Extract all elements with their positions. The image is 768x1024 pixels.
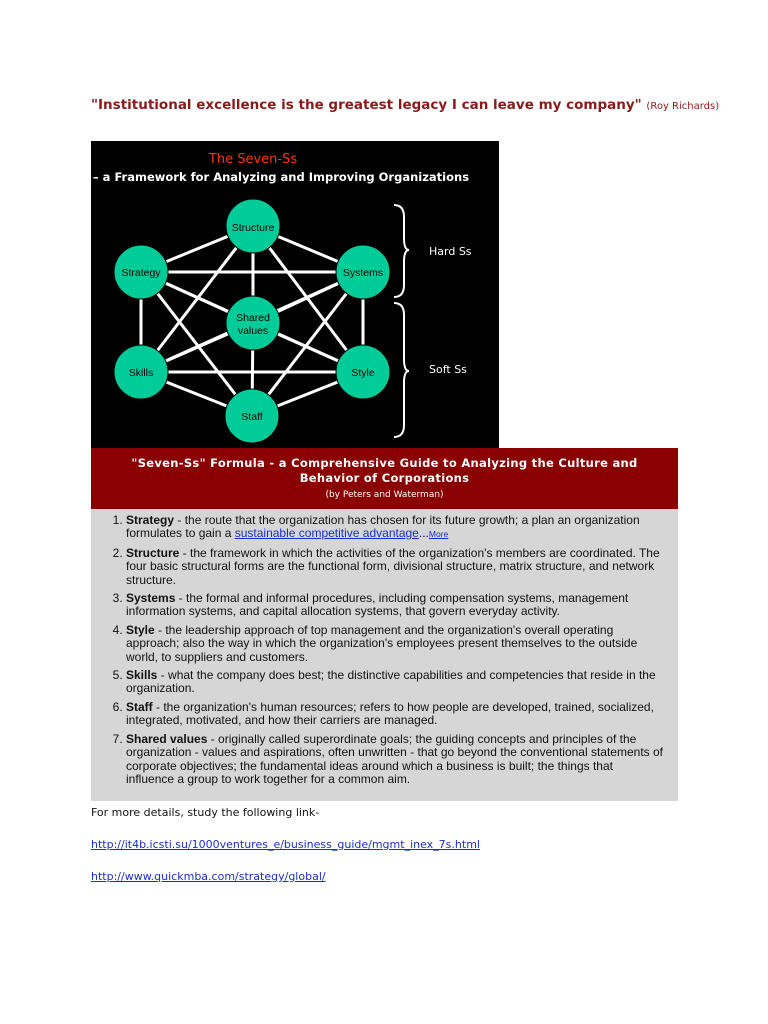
node-label-strategy: Strategy <box>121 267 161 279</box>
list-item <box>126 624 664 664</box>
list-item <box>126 514 664 542</box>
node-label-shared-values-1: Shared <box>236 312 270 324</box>
node-label-systems: Systems <box>342 267 384 279</box>
list-item-term: Shared values <box>126 731 208 746</box>
list-item-text: - what the company does best; the distinctive capabilities and competencies that reside in the organization. <box>126 668 656 696</box>
more-details-text: For more details, study the following link- <box>91 806 320 819</box>
link-quickmba[interactable]: http://www.quickmba.com/strategy/global/ <box>91 870 326 883</box>
soft-ss-brace <box>394 303 409 437</box>
list-item-text: - the route that the organization has chosen for its future growth; a plan an organization formulates to gain a <box>126 513 640 541</box>
seven-s-list-panel <box>91 509 678 801</box>
list-item-text: - the formal and informal procedures, including compensation systems, management information systems, and capital allocation systems, that govern everyday activity. <box>126 591 629 619</box>
node-label-structure: Structure <box>231 222 275 234</box>
list-item-term: Structure <box>126 545 180 560</box>
list-item-text: - the framework in which the activities of the organization's members are coordinated. The four basic structural forms are the functional form, divisional structure, matrix structure, and network structure. <box>126 545 660 587</box>
node-label-shared-values-2: values <box>237 325 269 337</box>
node-label-style: Style <box>351 367 375 379</box>
diagram-subtitle: – a Framework for Analyzing and Improving Organizations <box>92 170 470 184</box>
banner-byline: (by Peters and Waterman) <box>325 490 444 500</box>
node-label-staff: Staff <box>241 411 263 423</box>
list-item-term: Skills <box>126 668 158 683</box>
diagram-title: The Seven-Ss <box>208 152 298 167</box>
seven-s-diagram <box>91 141 499 449</box>
quote-text: "Institutional excellence is the greatest legacy I can leave my company" <box>91 97 642 113</box>
list-item-text: - the organization's human resources; refers to how people are developed, trained, socialized, integrated, motivated, and how their carriers are managed. <box>126 699 654 728</box>
list-item-term: Style <box>126 622 155 637</box>
list-item <box>126 669 664 696</box>
more-link[interactable]: More <box>428 529 449 540</box>
soft-ss-label: Soft Ss <box>429 363 467 376</box>
list-item <box>126 701 664 728</box>
list-item-text: - the leadership approach of top management and the organization's overall operating approach; also the way in which the organization's employees present themselves to the outside world, to suppliers and customers. <box>126 622 638 664</box>
ellipsis: ... <box>418 526 429 541</box>
link-1000ventures[interactable]: http://it4b.icsti.su/1000ventures_e/business_guide/mgmt_inex_7s.html <box>91 838 480 851</box>
seven-s-list <box>91 509 678 786</box>
hard-ss-label: Hard Ss <box>429 245 472 258</box>
quote-author: (Roy Richards) <box>646 101 720 112</box>
seven-s-diagram-svg <box>91 141 499 449</box>
quote <box>91 97 731 113</box>
list-item <box>126 547 664 587</box>
list-item <box>126 733 664 787</box>
formula-banner <box>91 448 678 509</box>
list-item-term: Systems <box>126 591 176 606</box>
sustainable-competitive-advantage-link[interactable]: sustainable competitive advantage <box>234 526 419 541</box>
list-item-term: Strategy <box>126 513 175 527</box>
list-item <box>126 592 664 619</box>
banner-title: "Seven-Ss" Formula - a Comprehensive Guide to Analyzing the Culture and Behavior of Corporations <box>131 456 638 485</box>
list-item-text: - originally called superordinate goals; the guiding concepts and principles of the organization - values and aspirations, often unwritten - that go beyond the conventional statements of corporate objectives; the fundamental ideas around which a business is built; the things that influence a group to work together for a common aim. <box>126 731 663 786</box>
node-label-skills: Skills <box>128 367 154 379</box>
hard-ss-brace <box>394 205 409 297</box>
list-item-term: Staff <box>126 699 153 714</box>
